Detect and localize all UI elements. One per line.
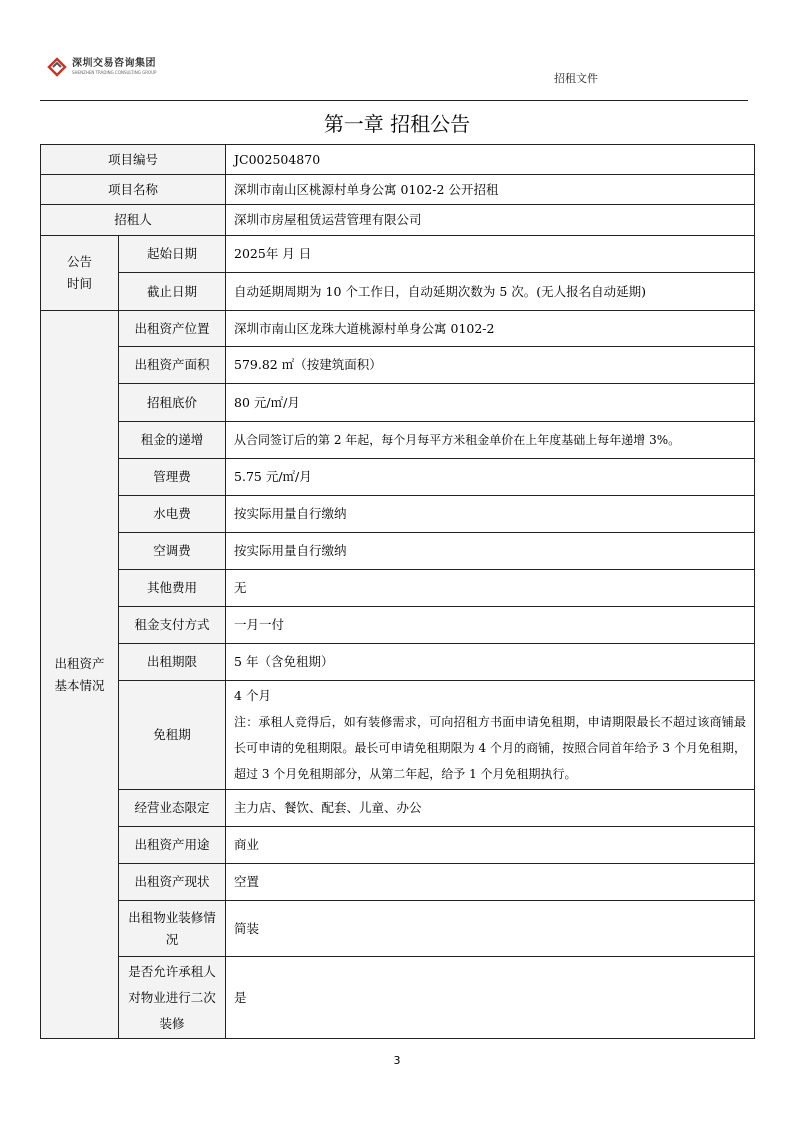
- page-number: 3: [393, 1054, 401, 1067]
- area-value: 579.82 ㎡（按建筑面积）: [226, 347, 755, 384]
- location-value: 深圳市南山区龙珠大道桃源村单身公寓 0102-2: [226, 311, 755, 347]
- table-row: [41, 236, 755, 273]
- rent-free-value: 4 个月: [234, 688, 271, 703]
- table-row: [41, 205, 755, 236]
- table-row: [41, 145, 755, 175]
- table-row: [41, 175, 755, 205]
- table-row: [41, 681, 755, 790]
- mgmt-fee-label: 管理费: [119, 459, 226, 496]
- company-logo: [46, 56, 156, 78]
- increment-label: 租金的递增: [119, 422, 226, 459]
- business-label: 经营业态限定: [119, 790, 226, 827]
- location-label: 出租资产位置: [119, 311, 226, 347]
- table-row: [41, 311, 755, 347]
- project-name-label: 项目名称: [41, 175, 226, 205]
- utilities-value: 按实际用量自行缴纳: [226, 496, 755, 533]
- lessor-value: 深圳市房屋租赁运营管理有限公司: [226, 205, 755, 236]
- table-row: [41, 384, 755, 422]
- increment-value: 从合同签订后的第 2 年起，每个月每平方米租金单价在上年度基础上每年递增 3%。: [226, 422, 755, 459]
- start-date-value: 2025年 月 日: [226, 236, 755, 273]
- notice-time-group-label: [41, 236, 119, 311]
- end-date-value: 自动延期周期为 10 个工作日，自动延期次数为 5 次。(无人报名自动延期): [226, 273, 755, 311]
- document-type: 招租文件: [554, 72, 598, 85]
- asset-group-label-line1: 出租资产: [54, 655, 105, 671]
- tender-info-table: [40, 144, 755, 1039]
- notice-group-label-line2: 时间: [66, 276, 92, 291]
- company-logo-icon: [46, 56, 68, 78]
- table-row: [41, 864, 755, 901]
- other-fees-label: 其他费用: [119, 570, 226, 607]
- decoration-label: 出租物业装修情况: [119, 901, 226, 957]
- area-label: 出租资产面积: [119, 347, 226, 384]
- table-row: [41, 533, 755, 570]
- usage-value: 商业: [226, 827, 755, 864]
- table-row: [41, 607, 755, 644]
- status-label: 出租资产现状: [119, 864, 226, 901]
- table-row: [41, 459, 755, 496]
- project-no-value: JC002504870: [226, 145, 755, 175]
- logo-cn-text: 深圳交易咨询集团: [72, 58, 156, 69]
- logo-en-text: SHENZHEN TRADING CONSULTING GROUP: [72, 70, 157, 75]
- asset-group-label-line2: 基本情况: [54, 677, 105, 693]
- other-fees-value: 无: [226, 570, 755, 607]
- chapter-title: 第一章 招租公告: [323, 112, 471, 136]
- rent-free-note: 注：承租人竞得后，如有装修需求，可向招租方书面申请免租期，申请期限最长不超过该商铺最长可申请的免租期限。最长可申请免租期限为 4 个月的商铺，按照合同首年给予 3 个月免租期，超过 3 个月免租期部分，从第二年起，给予 1 个月免租期执行。: [234, 715, 747, 781]
- project-no-label: 项目编号: [41, 145, 226, 175]
- table-row: [41, 496, 755, 533]
- status-value: 空置: [226, 864, 755, 901]
- table-row: [41, 422, 755, 459]
- rent-free-cell: [226, 681, 755, 790]
- table-row: [41, 827, 755, 864]
- term-value: 5 年（含免租期）: [226, 644, 755, 681]
- end-date-label: 截止日期: [119, 273, 226, 311]
- start-date-label: 起始日期: [119, 236, 226, 273]
- term-label: 出租期限: [119, 644, 226, 681]
- asset-info-group-label: [41, 311, 119, 1039]
- table-row: [41, 901, 755, 957]
- base-price-value: 80 元/㎡/月: [226, 384, 755, 422]
- usage-label: 出租资产用途: [119, 827, 226, 864]
- base-price-label: 招租底价: [119, 384, 226, 422]
- redecorate-label: 是否允许承租人对物业进行二次装修: [119, 957, 226, 1039]
- table-row: [41, 957, 755, 1039]
- table-row: [41, 570, 755, 607]
- table-row: [41, 273, 755, 311]
- decoration-value: 简装: [226, 901, 755, 957]
- table-row: [41, 347, 755, 384]
- ac-fee-label: 空调费: [119, 533, 226, 570]
- table-row: [41, 790, 755, 827]
- page-header: [40, 50, 748, 102]
- business-value: 主力店、餐饮、配套、儿童、办公: [226, 790, 755, 827]
- mgmt-fee-value: 5.75 元/㎡/月: [226, 459, 755, 496]
- payment-value: 一月一付: [226, 607, 755, 644]
- rent-free-label: 免租期: [119, 681, 226, 790]
- notice-group-label-line1: 公告: [66, 254, 92, 269]
- redecorate-value: 是: [226, 957, 755, 1039]
- project-name-value: 深圳市南山区桃源村单身公寓 0102-2 公开招租: [226, 175, 755, 205]
- utilities-label: 水电费: [119, 496, 226, 533]
- lessor-label: 招租人: [41, 205, 226, 236]
- table-row: [41, 644, 755, 681]
- header-divider: [40, 100, 748, 101]
- ac-fee-value: 按实际用量自行缴纳: [226, 533, 755, 570]
- payment-label: 租金支付方式: [119, 607, 226, 644]
